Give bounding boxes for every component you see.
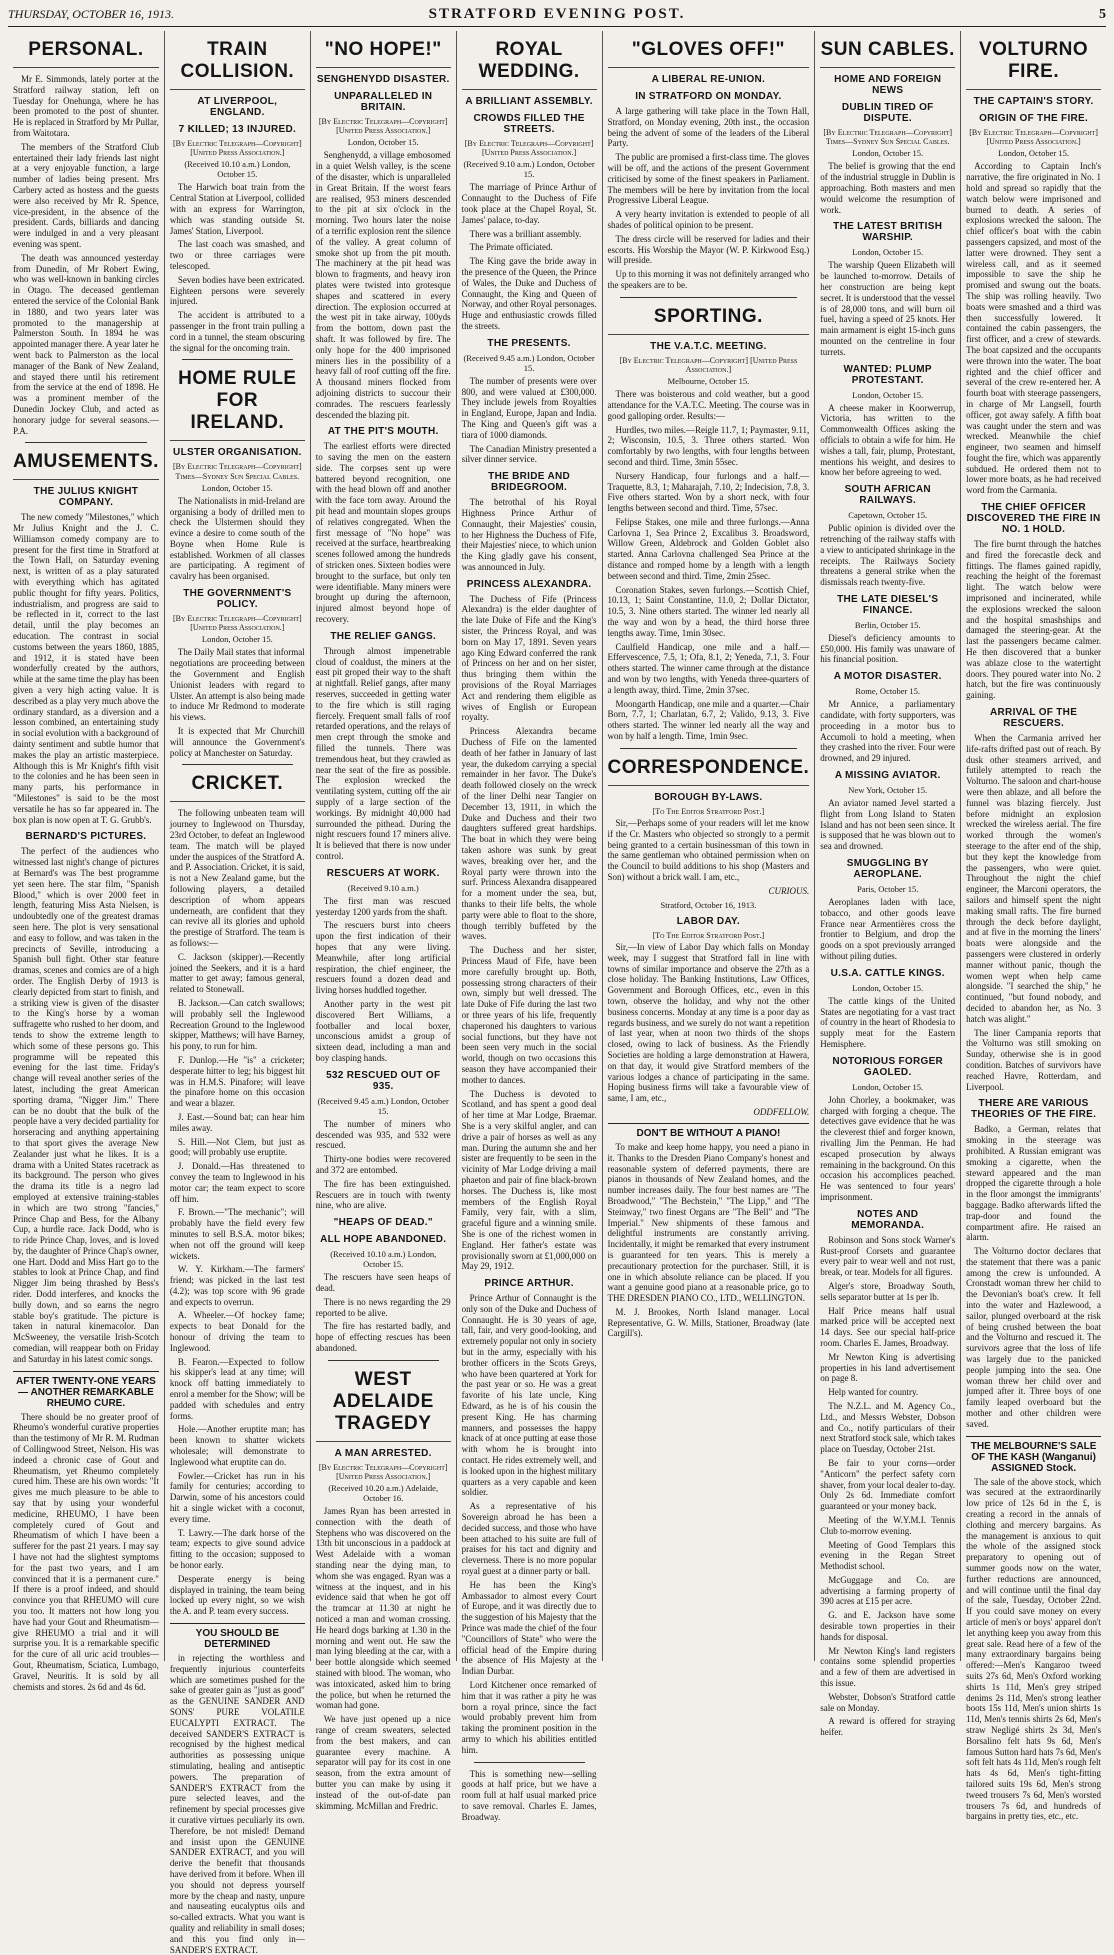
article-paragraph: John Chorley, a bookmaker, was charged with forging a cheque. The detectives gave evidence that he was the cleverest thief and forger known, rivalling Jim the Penman. He had escaped prosecution by always remaining in the background. On this occasion his accomplices peached. He was sentenced to four years' imprisonment. [820, 1094, 956, 1202]
byline: [By Electric Telegraph—Copyright] [United Press Association.] [318, 117, 448, 136]
section-headline: CRICKET. [170, 773, 305, 802]
section-headline: AMUSEMENTS. [13, 451, 159, 480]
article-paragraph: Nursery Handicap, four furlongs and a half.—Traquette, 8.3, 1; Maharajah, 7.10, 2; Indecision, 7.8, 3. Five others started. Won by a short neck, with four lengths between second and third. Time, 57sec. [607, 470, 810, 514]
article-paragraph: J. East.—Sound bat; can hear him miles away. [169, 1111, 305, 1133]
column-headline: VOLTURNO FIRE. [966, 39, 1101, 90]
article-paragraph: Senghenydd, a village embosomed in a quiet Welsh valley, is the scene of the disaster, which is unparalleled in Great Britain. If the worst fears are realised, 953 miners descended to the pit at six o'clock in the morning. Two hours later the noise of a terrific explosion rent the silence of the valley. A great column of smoke shot up from the pit mouth. The machinery at the pit head was blown to fragments, and heavy iron plates were twisted into grotesque shapes and scattered in every direction. The explosion occurred at the west pit in take airway, 100yds from the bottom, down past the shaft. It was followed by fire. The only hope for the 400 imprisoned miners lies in the possibility of a heavy fall of roof cutting off the fire. A thousand miners flocked from adjoining districts to succour their comrades. The rescuers fearlessly descended the blazing pit. [315, 150, 451, 420]
article-paragraph: The death was announced yesterday from Dunedin, of Mr Robert Ewing, who was well-known in banking circles in Otago. The deceased gentleman entered the service of the Colonial Bank in 1880, and two years later was promoted to the managership at Palmerston South. In 1894 he was appointed manager there. A year later he went back to Palmerston as the local manager of the Bank of New Zealand, and stayed there until his retirement from the service at the end of 1898. He was a prominent member of the Dunedin Jockey Club, and acted as honorary judge for several seasons.—P.A. [13, 252, 159, 436]
dateline: Melbourne, October 15. [667, 376, 750, 387]
article-paragraph: There was boisterous and cold weather, but a good attendance for the V.A.T.C. Meeting. The course was in good galloping order. Results:— [607, 389, 810, 421]
dateline: London, October 15. [347, 137, 419, 148]
article-paragraph: The Volturno doctor declares that the statement that there was a panic among the crew is unfounded. A Cronstadt woman threw her child to the Devonian's boat's crew. It fell into the water and Hazlewood, a sailor, plunged overboard at the risk of being crushed between the boat and the Volturno and rescued it. The survivors agree that the loss of life was largely due to the panicked people jumping into the sea. One woman threw her child over and jumped after it. Three boys of one family leaped overboard but the mother and other children were saved. [966, 1246, 1102, 1429]
article-paragraph: Lord Kitchener once remarked of him that it was rather a pity he was born a royal prince, since the fact would probably prevent him from taking the prominent position in the army to which his abilities entitled him. [461, 1679, 597, 1755]
article-paragraph: The members of the Stratford Club entertained their lady friends last night at a very enjoyable function, a large number of ladies being present. Mrs Carbery acted as hostess and the guests were also received by Mr R. Spence, vice-president, in the absence of the president. Cards, billiards and dancing were indulged in and a very pleasant evening was spent. [13, 141, 159, 249]
dateline: (Received 9.10 a.m.) London, October 15. [463, 159, 595, 180]
article-paragraph: The Canadian Ministry presented a silver dinner service. [461, 443, 597, 465]
article-paragraph: The earliest efforts were directed to saving the men on the eastern side. The corpses sent up were battered beyond recognition, one with the head blown off and another with the face torn away. Around the pit head and mountain slopes groups of relatives congregated. When the first message of "No hope" was received at the surface, heartbreaking scenes followed among the hundreds of stricken ones. Sixteen bodies were brought to the surface, but only ten were identifiable. Many miners were brought up during the afternoon, injured almost beyond hope of recovery. [315, 441, 451, 625]
page-number: 5 [1098, 7, 1106, 22]
column-headline: TRAIN COLLISION. [170, 39, 305, 90]
article-paragraph: There is no news regarding the 29 reported to be alive. [315, 1296, 451, 1318]
sub-headline: THE LATEST BRITISH WARSHIP. [833, 221, 943, 244]
dateline: Stratford, October 16, 1913. [660, 899, 757, 910]
article-paragraph: When the Carmania arrived her life-rafts drifted past out of reach. By dusk other steamers arrived, and futilely attempted to reach the Volturno. The saloon and chart-house were then ablaze, and all before the funnel was blazing fiercely. Just before midnight an explosion wrecked the wireless aerial. The fire worked through the women's steerage to the after end of the ship, but they kept the knowledge from the passengers, who were quiet. Throughout the night the chief engineer, the Marconi operators, the sailors and himself spent the night making small rafts. The fire burned through the deck before daylight, and at five in the morning the liners' boats were alongside and the passengers were clustered in orderly manner without panic, though the women wept when help came alongside. "I searched the ship," he continued, "but found nobody, and decided to abandon her, as No. 3 hatch was alight." [966, 733, 1102, 1024]
divider [620, 748, 798, 749]
article-paragraph: Badko, a German, relates that smoking in the steerage was prohibited. A Russian emigrant was smoking a cigarette, when the steward appeared and the man dropped the cigarette through a hole in the floor amongst the immigrants' baggage. Badko afterwards lifted the trap-door and found the compartment afire. He raised an alarm. [966, 1124, 1102, 1243]
article-paragraph: The number of miners who descended was 935, and 532 were rescued. [315, 1118, 451, 1151]
sub-headline: NOTORIOUS FORGER GAOLED. [832, 1055, 944, 1078]
sub-headline: THE JULIUS KNIGHT COMPANY. [33, 486, 139, 509]
advertisement-heading: THE MELBOURNE'S SALE OF THE KASH (Wanganui) ASSIGNED Stock. [966, 1436, 1101, 1474]
dateline: London, October 15. [998, 148, 1069, 159]
column-3 [311, 31, 457, 1811]
article-paragraph: To make and keep home happy, you need a piano in it. Thanks to the Dresden Piano Company's honest and reasonable system of deferred payments, there are pianos in thousands of New Zealand homes, and the number increases daily. The four best names are "The Broadwood," "The Bechstein," "The Lipp," and "The Steinway," two finest Organs are "The Bell" and "The Imperial." New shipments of these famous and delightful instruments are constantly arriving. Incidentally, it might be remarked that every instrument is guaranteed for ten years. This is merely a precautionary protection for the purchaser. Still, it is one in which absolute reliance can be placed. If you want a genuine good piano at a reasonable price, go to THE DRESDEN PIANO CO., LTD., WELLINGTON. [607, 1141, 810, 1304]
column-headline: SUN CABLES. [820, 39, 955, 68]
divider [25, 442, 147, 443]
divider [182, 764, 293, 765]
article-paragraph: Another party in the west pit discovered Bert Williams, a footballer and local boxer, unconscious amidst a group of sixteen dead, including a man and boy clasping hands. [315, 998, 451, 1063]
article-paragraph: B. Jackson.—Can catch swallows; will probably sell the Inglewood Recreation Ground to the Inglewood skipper, Matthews; will have Barney, his pony, to run for him. [169, 997, 305, 1052]
article-paragraph: Thirty-one bodies were recovered and 372 are entombed. [315, 1154, 451, 1175]
byline: [To The Editor Stratford Post.] [652, 930, 765, 940]
advertisement-heading: DON'T BE WITHOUT A PIANO! [608, 1123, 810, 1139]
byline: [By Electric Telegraph—Copyright] [United Press Association.] [318, 1462, 448, 1481]
article-paragraph: McGuggage and Co. are advertising a farming property of 390 acres at £15 per acre. [820, 1574, 956, 1607]
columns [8, 31, 1106, 1955]
sub-headline: U.S.A. CATTLE KINGS. [830, 967, 945, 979]
article-paragraph: Princess Alexandra became Duchess of Fife on the lamented death of her father in January of last year, the dukedom carrying a special remainder in her favor. The Duke's death followed closely on the wreck of the liner Delhi near Tangier on December 13, 1911, in which the Duke and Duchess and their two daughters suffered great hardships. The boat in which they were being taken ashore was sunk by great waves, breaking over her, and the Royal party were thrown into the surf. Princess Alexandra disappeared for a moment under the sea, but, thanks to their life belts, the whole party were able to float to the shore, though terribly buffeted by the waves. [461, 726, 597, 942]
column-1 [8, 31, 165, 1692]
article-paragraph: The new comedy "Milestones," which Mr Julius Knight and the J. C. Williamson comedy company are to present for the first time in Stratford at the Town Hall, on Saturday evening next, is written of as a play saturated with everything which has agitated public thought for fifty years. Politics, industrialism, and progress are said to be reflected in it, correct to the last detail, until the play becomes an education. The contrast in social customs between the years 1860, 1885, and 1912, it is stated have been wonderfully created by the authors, while at the same time the play has been given a very high acting value. It is described as a play very much above the ordinary standard, as a diversion and a lesson combined, an entertaining study in social evolution with a background of dainty sentiment and subtle humor that makes the play an artistic masterpiece. Although this is Mr Knight's fifth visit to the colonies and he has been seen in many parts, his performance in "Milestones" is said to be the most versatile he has so far appeared in. The box plan is now open at T. G. Grubb's. [13, 512, 159, 825]
article-paragraph: It is expected that Mr Churchill will announce the Government's policy at Manchester on Saturday. [169, 726, 305, 758]
column-5 [603, 31, 816, 1661]
article-paragraph: Hurdles, two miles.—Reigle 11.7, 1; Paymaster, 9.11, 2; Wisconsin, 10.5, 3. Three others started. Won comfortably by two lengths, with four lengths between second and third. Time, 3min 55sec. [607, 424, 810, 467]
dateline: Paris, October 15. [857, 884, 919, 895]
article-paragraph: J. Donald.—Has threatened to convey the team to Inglewood in his motor car; the team expect to score off him. [169, 1161, 305, 1204]
dateline: London, October 15. [852, 389, 924, 400]
sub-headline: A MAN ARRESTED. [334, 1447, 432, 1459]
advertisement-heading: AFTER TWENTY-ONE YEARS— ANOTHER REMARKABLE RHEUMO CURE. [13, 1371, 159, 1409]
dateline: London, October 15. [852, 1081, 924, 1092]
article-paragraph: The Duchess of Fife (Princess Alexandra) is the elder daughter of the late Duke of Fife and the King's sister, the Princess Royal, and was born on May 17, 1891. Seven years ago King Edward conferred the rank of Princess on her and on her sister, thus bringing them within the provisions of the Royal Marriages Act and rendering them eligible as wives of English or European royalty. [461, 593, 597, 723]
sub-headline: THE PRESENTS. [487, 337, 571, 349]
column-headline: "NO HOPE!" [316, 39, 451, 68]
article-paragraph: The fire burnt through the hatches and fired the forecastle deck and fittings. The flames gained rapidly, reaching the height of the foremast light. The watch below were imprisoned and incinerated, while the explosions wrecked the saloon and the hospital smashships and damaged the steering-gear. At the last the passengers became calmer. He then discovered that a bunker was ablaze close to the watertight doors. They poured water into No. 2 hatch, but the fire was continuously gaining. [966, 539, 1102, 701]
article-paragraph: The Primate officiated. [469, 242, 553, 253]
sub-headline: THE LATE DIESEL'S FINANCE. [837, 593, 939, 616]
divider [328, 1360, 439, 1361]
article-paragraph: An aviator named Jevel started a flight from Long Island to Staten Island and has not been seen since. It is supposed that he was blown out to sea and drowned. [820, 798, 956, 852]
sub-headline: A LIBERAL RE-UNION. [651, 74, 766, 85]
sub-headline: 532 RESCUED OUT OF 935. [326, 1069, 441, 1092]
sub-headline: BOROUGH BY-LAWS. [654, 791, 763, 803]
sub-headline: 7 KILLED; 13 INJURED. [178, 124, 297, 135]
article-paragraph: He has been the King's Ambassador to almost every Court of Europe, and it was directly due to the suggestion of his Majesty that the Prince was made the chief of the four "Councillors of State" who were the official head of the Empire during the absence of His Majesty at the Indian Durbar. [461, 1579, 597, 1677]
divider [182, 359, 293, 360]
sub-headline: THE GOVERNMENT'S POLICY. [183, 588, 292, 611]
newspaper-title: STRATFORD EVENING POST. [428, 6, 686, 22]
article-paragraph: The first man was rescued yesterday 1200 yards from the shaft. [315, 895, 451, 917]
article-paragraph: Public opinion is divided over the retrenching of the railway staffs with a view to anticipated shrinkage in the receipts. The Railways Society threatens a general strike when the dismissals reach twenty-five. [820, 523, 956, 588]
byline: [To The Editor Stratford Post.] [652, 806, 765, 816]
article-paragraph: The betrothal of his Royal Highness Prince Arthur of Connaught, their Majesties' cousin, to her Highness the Duchess of Fife, their Majesties' niece, to which union the King gladly gave his consent, was announced in July. [461, 497, 597, 572]
sub-headline: THE RELIEF GANGS. [330, 630, 437, 642]
article-paragraph: M. J. Brookes, North Island manager. Local Representative, G. W. Mills, Stationer, Broadway (late Cargill's). [607, 1306, 810, 1339]
article-paragraph: A very hearty invitation is extended to people of all shades of political opinion to be present. [607, 209, 810, 230]
article-paragraph: Half Price means half usual marked price will be accepted next 14 days. See our special half-price room. Charles E. James, Broadway. [820, 1305, 956, 1348]
article-paragraph: Prince Arthur of Connaught is the only son of the Duke and Duchess of Connaught. He is 30 years of age, tall, fair, and very good-looking, and extremely popular not only in society but in the army, especially with his brother officers in the Scots Greys, who have been quartered at York for the past year or so. He was a great favorite of his late uncle, King Edward, as he is of his cousin the present King. He has charming manners, and possesses the happy knack of at once putting at ease those with whom he is brought into contact. He rides extremely well, and is looked upon in the highest military quarters as a very capable and keen soldier. [461, 1293, 597, 1498]
article-paragraph: The Nationalists in mid-Ireland are organising a body of drilled men to check the Ulstermen should they evince a desire to come south of the Boyne when Home Rule is established. Workmen of all classes are participating. A regiment of cavalry has been organised. [169, 495, 305, 582]
dateline: (Received 10.10 a.m.) London, October 15. [330, 1249, 437, 1270]
article-paragraph: Meeting of the W.Y.M.I. Tennis Club to-morrow evening. [820, 1514, 956, 1536]
sub-headline: THE CHIEF OFFICER DISCOVERED THE FIRE IN NO. 1 HOLD. [966, 502, 1101, 536]
article-paragraph: The marriage of Prince Arthur of Connaught to the Duchess of Fife took place at the Chapel Royal, St. James' palace, to-day. [461, 182, 597, 225]
article-paragraph: The fire has restarted badly, and hope of effecting rescues has been abandoned. [315, 1321, 451, 1353]
section-headline: SPORTING. [608, 306, 810, 335]
article-paragraph: G. and E. Jackson have some desirable town properties in their hands for disposal. [820, 1610, 956, 1642]
column-2 [165, 31, 311, 1955]
sub-headline: SMUGGLING BY AEROPLANE. [846, 858, 929, 881]
article-paragraph: Felipse Stakes, one mile and three furlongs.—Anna Carlovna 1, Sea Prince 2, Excalibus 3. Broadsword, Willow Green, Aldebrock and Golden Goblet also started. Anna Carlovna challenged Sea Prince at the distance and romped home by a length with a length between second and third. Time, 2min 25sec. [607, 516, 810, 581]
article-paragraph: Desperate energy is being displayed in training, the team being locked up every night, so we wish the A. and P. team every success. [169, 1573, 305, 1617]
article-paragraph: Up to this morning it was not definitely arranged who the speakers are to be. [607, 269, 810, 290]
article-paragraph: S. Hill.—Not Clem, but just as good; will probably use eruptite. [169, 1136, 305, 1158]
sub-headline: ALL HOPE ABANDONED. [320, 1234, 447, 1246]
article-paragraph: The rescuers burst into cheers upon the first indication of their hopes that any were living. Meanwhile, after long artificial respiration, the chief engineer, the rescuers found a dozen dead and living horses huddled together. [315, 920, 451, 996]
article-paragraph: A reward is offered for straying heifer. [820, 1716, 956, 1738]
sub-headline: UNPARALLELED IN BRITAIN. [334, 91, 433, 113]
divider [474, 1762, 585, 1763]
article-paragraph: T. Lawry.—The dark horse of the team; expects to give sound advice fitting to the occasion; supposed to be honor early. [169, 1527, 305, 1571]
column-4 [457, 31, 603, 1822]
sub-headline: LABOR DAY. [676, 915, 740, 927]
article-paragraph: James Ryan has been arrested in connection with the death of Stephens who was discovered on the 13th bit unconscious in a paddock at West Adelaide with a woman standing near the dying man, to whom she was engaged. Ryan was a witness at the inquest, and in his evidence said that when he got off the tramcar at 11.30 at night he noticed a man and woman crossing. He heard dogs barking at 1.30 in the morning and went out. He saw the man lying bleeding at the car, with a beer bottle alongside which seemed stained with blood. The woman, who was intoxicated, asked him to bring the police, but when he returned the woman had gone. [315, 1506, 451, 1711]
column-headline: ROYAL WEDDING. [462, 39, 597, 90]
dateline: London, October 15. [201, 634, 273, 645]
sub-headline: SENGHENYDD DISASTER. [316, 74, 450, 85]
sub-headline: A BRILLIANT ASSEMBLY. [465, 96, 593, 107]
byline: [By Electric Telegraph—Copyright] [United Press Association.] [969, 128, 1098, 147]
sub-headline: AT THE PIT'S MOUTH. [327, 426, 439, 438]
article-paragraph: Mr E. Simmonds, lately porter at the Stratford railway station, left on Tuesday for Onehunga, where he has been promoted to the post of shunter. He is replaced in Stratford by Mr Pullar, from Waitotara. [13, 74, 159, 138]
issue-date: THURSDAY, OCTOBER 16, 1913. [8, 7, 175, 21]
article-paragraph: Moongarth Handicap, one mile and a quarter.—Chair Born, 7.7, 1; Charlatan, 6.7, 2; Valido, 9.13, 3. Five others started. The winner led nearly all the way and won by half a length. Time, 1min 9sec. [607, 698, 810, 742]
article-paragraph: A. Wheeler.—Of hockey fame; expects to beat Donald for the honour of driving the team to Inglewood. [169, 1310, 305, 1353]
article-paragraph: Diesel's deficiency amounts to £50,000. His family was unaware of his financial position. [820, 632, 956, 665]
article-paragraph: The Harwich boat train from the Central Station at Liverpool, collided with an express for Warrington, which was standing outside St. James' Station, Liverpool. [169, 182, 305, 236]
dateline: (Received 10.20 a.m.) Adelaide, October 16. [328, 1483, 439, 1504]
article-paragraph: According to Captain Inch's narrative, the fire originated in No. 1 hold and spread so rapidly that the watch below were imprisoned and burned to death. A series of explosions wrecked the saloon. The chief officer's boat with the cabin passengers capsized, and most of the latter were drowned. They sent a wireless call, and as it seemed impossible to save the ship he promised and swung out the boats. The ship was rolling heavily. Two boats were smashed and a third was then successfully lowered. It contained the cabin passengers, the first officer, and a crew of stewards. The boat capsized and the occupants were thrown into the water. The boat righted and the chief officer and several of the crew re-entered her. A fourth boat with steerage passengers, in charge of Mr Langsell, fourth officer, got away safely. A fifth boat was caught under the stern and was wrecked. Meanwhile the chief engineer, two seamen and himself fought the fire, which was apparently subdued. He ordered them not to lower more boats, as he had received word from the Carmania. [966, 161, 1102, 496]
sub-headline: ORIGIN OF THE FIRE. [979, 113, 1089, 124]
dateline: London, October 15. [201, 482, 273, 493]
divider [620, 297, 798, 298]
section-headline: WEST ADELAIDE TRAGEDY [316, 1369, 451, 1442]
byline: [By Electric Telegraph—Copyright] [United Press Association.] [173, 139, 302, 158]
byline: [By Electric Telegraph—Copyright] Times—Sydney Sun Special Cables. [823, 128, 953, 147]
article-paragraph: We have just opened up a nice range of cream sweaters, selected from the best makers, and can guarantee every machine. A separator will pay for its cost in one season, from the extra amount of butter you can make by using it instead of the out-of-date pan skimming. McMillan and Fredric. [315, 1714, 451, 1811]
article-paragraph: The number of presents were over 800, and were valued at £300,000. They include jewels from Royalties in England, Europe, Japan and India. The King and Queen's gift was a tiara of 1000 diamonds. [461, 375, 597, 440]
article-paragraph: W. Y. Kirkham.—The farmers' friend; was picked in the last test (4.2); was top score with 96 grade and expects to overrun. [169, 1264, 305, 1307]
masthead [8, 6, 1106, 27]
article-paragraph: Caulfield Handicap, one mile and a half.—Effervescence, 7.5, 1; Ofa, 8.1, 2; Yeneda, 7.1, 3. Four others started. The winner came through at the distance and won by two lengths, with Yeneda three-quarters of a length away, third. Time, 2min 37sec. [607, 641, 810, 695]
dateline: (Received 9.45 a.m.) London, October 15. [463, 352, 595, 373]
article-paragraph: Coronation Stakes, seven furlongs.—Scottish Chief, 10.13, 1; Saint Constantine, 11.0, 2; Dollar Dictator, 10.5, 3. Nine others started. The winner led nearly all the way and won by a head, the third horse three lengths away. Time, 1min 30sec. [607, 584, 810, 638]
article-paragraph: The cattle kings of the United States are negotiating for a vast tract of country in the heart of Rhodesia to supply meat for the Eastern Hemisphere. [820, 995, 956, 1050]
article-paragraph: This is something new—selling goods at half price, but we have a room full at half usual marked price to save removal. Charles E. James, Broadway. [461, 1768, 597, 1822]
sub-headline: THE BRIDE AND BRIDEGROOM. [488, 471, 571, 494]
column-6 [815, 31, 961, 1738]
dateline: London, October 15. [852, 247, 924, 258]
article-paragraph: The fire has been extinguished. Rescuers are in touch with twenty nine, who are alive. [315, 1178, 451, 1211]
dateline: Rome, October 15. [855, 686, 921, 697]
article-paragraph: The liner Campania reports that the Volturno was still smoking on Sunday, otherwise she is in good condition. Batches of survivors have reached Havre, Rotterdam, and Liverpool. [966, 1027, 1102, 1092]
article-paragraph: in rejecting the worthless and frequently injurious counterfeits which are sometimes pushed for the sake of greater gain as "just as good" as the GENUINE SANDER AND SONS' PURE VOLATILE EUCALYPTI EXTRACT. The deceived SANDER'S EXTRACT is recognised by the highest medical authorities as possessing unique stimulating, healing and antiseptic powers. The preparation of SANDER'S EXTRACT from the pure selected leaves, and the refinement by special processes give it curative virtues peculiarly its own. Therefore, be not misled! Demand and insist upon the GENUINE SANDER EXTRACT, and you will derive the benefit that thousands have derived from it before. When ill you should not depress yourself more by the cheap and nasty, unpure and nauseating eucalyptus oils and so-called extracts. What you want is quality and reliability in small doses; and this you find only in— SANDER'S EXTRACT. [169, 1653, 305, 1955]
article-paragraph: There was a brilliant assembly. [469, 228, 582, 239]
article-paragraph: Sir,—Perhaps some of your readers will let me know if the Cr. Masters who objected so strongly to a permit being granted to a certain businessman of this town in the same gentleman who obtained permission when on the Council to build additions to his shop (Masters and Son) without a brick wall. I am, etc., [607, 818, 810, 882]
column-7 [961, 31, 1106, 1822]
article-paragraph: The public are promised a first-class time. The gloves will be off, and the actions of the present Government criticised by some of the finest speakers in Parliament. The members will be here by invitation from the local Progressive Liberal League. [607, 152, 810, 206]
article-paragraph: The King gave the bride away in the presence of the Queen, the Prince of Wales, the Duke and Duchess of Connaught, the King and Queen of Norway, and other Royal personages. Huge and enthusiastic crowds filled the streets. [461, 256, 597, 331]
sub-headline: THE CAPTAIN'S STORY. [973, 96, 1094, 107]
byline: [By Electric Telegraph—Copyright] [United Press Association.] [173, 614, 302, 633]
dateline: Berlin, October 15. [854, 619, 921, 630]
article-paragraph: The accident is attributed to a passenger in the front train pulling a cord in a tunnel, the steam obscuring the signal for the oncoming train. [169, 310, 305, 353]
article-paragraph: The perfect of the audiences who witnessed last night's change of pictures at Bernard's was The best programme yet seen here. The star film, "Spanish Blood," which is over 2000 feet in length, featuring Miss Asta Nielsen, is undoubtedly one of the greatest dramas seen here. The plot is very sensational and easy to follow, and was taken in the precincts of Seville, introducing a Spanish bull fight. Other star feature dramas, scenes and comics are of a high order. The English Derby of 1913 is clearly depicted from start to finish, and a striking view is given of the disaster to the King's horse by a woman suffragette who rushed to her doom, and tends to show the extreme length to which some of these persons go. This programme will be repeated this evening for the last time. Friday's change will reveal another series of the latest, including the great American sporting drama, "Nigger Jim." There can be no doubt that the bulk of the people have a very decided partiality for horseracing and anything appertaining to that sport gives the average New Zealander just what he likes. It is a drama with a United States racetrack as its background. The person who gives the drama its title is a negro lad employed at extensive training-stables in which are two strong "fancies," Prince Chap and Bess, for the Albany Cup, a hurdle race. Jack Dodd, who is to ride Prince Chap, loves, and is loved by, the daughter of Prince Chap's owner, one Hart. Dodd and Miss Hart go to the stables to look at Prince Chap, and find Nigger Jim being thrashed by Bess's rider. Dodd interferes, and knocks the bully down, and so earns the negro stable boy's gratitude. The picture is taken in natural kinemacolor. Dan McSweeney, the versatile Irish-Scotch comedian, will reappear both on Friday and Saturday in his latest comic songs. [13, 846, 159, 1364]
sub-headline: AT LIVERPOOL, ENGLAND. [197, 96, 278, 118]
sub-headline: RESCUERS AT WORK. [326, 867, 440, 879]
sub-headline: HOME AND FOREIGN NEWS [834, 74, 942, 96]
sub-headline: THERE ARE VARIOUS THEORIES OF THE FIRE. [970, 1098, 1097, 1121]
article-paragraph: Mr Newton King is advertising properties in his land advertisement on page 8. [820, 1351, 956, 1384]
letter-signature: ODDFELLOW. [753, 1106, 810, 1117]
article-paragraph: Aeroplanes laden with lace, tobacco, and other goods leave France near Armentières cross the frontier to Belgium, and drop the goods on a spot previously arranged without piling duties. [820, 897, 956, 962]
dateline: (Received 10.10 a.m.) London, October 15. [184, 159, 291, 180]
article-paragraph: The belief is growing that the end of the industrial struggle in Dublin is approaching. Both masters and men would welcome the resumption of work. [820, 161, 956, 215]
article-paragraph: The Daily Mail states that informal negotiations are proceeding between the Government and English Unionist leaders with regard to Ulster. An attempt is also being made to induce Mr Redmond to moderate his views. [169, 647, 305, 723]
sub-headline: WANTED: PLUMP PROTESTANT. [843, 363, 932, 386]
sub-headline: CROWDS FILLED THE STREETS. [473, 113, 585, 135]
article-paragraph: Through almost impenetrable cloud of coaldust, the miners at the east pit groped their way to the shaft at nightfall. Relief gangs, after many reserves, succeeded in getting water to the fire which is still raging fiercely. Frequent small falls of roof retarded operations, and the relays of men crept through the smoke and filled the tunnels. There was tremendous heat, but they crawled as near the seat of the fire as possible. The explosion wrecked the ventilating system, cutting off the air supply of a large section of the workings. By midnight 40,000 had surrounded the pithead. During the night rescuers found 17 miners alive. It is believed that there is now under control. [315, 645, 451, 861]
dateline: Capetown, October 15. [848, 510, 928, 521]
article-paragraph: Alger's store, Broadway South, sells separator butter at 1s per lb. [820, 1280, 956, 1302]
article-paragraph: A cheese maker in Koorwerrup, Victoria, has written to the Commonwealth Offices asking the officials to obtain a wife for him. He wishes a tall, fair, plump, Protestant, mentions his weight, and desires to know her before agreeing to wed. [820, 402, 956, 478]
article-paragraph: Help wanted for country. [828, 1387, 919, 1398]
article-paragraph: Mr Annice, a parliamentary candidate, with forty supporters, was proceeding in a motor bus to Accumoli to hold a meeting, when they crashed into the river. Four were drowned, and 29 injured. [820, 699, 956, 764]
dateline: London, October 15. [852, 982, 924, 993]
sub-headline: DUBLIN TIRED OF DISPUTE. [841, 102, 934, 124]
sub-headline: SOUTH AFRICAN RAILWAYS. [844, 484, 931, 507]
article-paragraph: The Duchess and her sister, Princess Maud of Fife, have been more carefully brought up. Both, possessing strong characters of their own, simply but well dressed. The late Duke of Fife during the last two or three years of his life, frequently chaperoned his daughters to various social functions, but they have not been seen very much in the social world, though on two occasions this season they have accompanied their mother to dances. [461, 945, 597, 1085]
sub-headline: A MOTOR DISASTER. [833, 671, 942, 683]
dateline: (Received 9.45 a.m.) London, October 15. [317, 1095, 449, 1116]
article-paragraph: Meeting of Good Templars this evening in the Regan Street Methodist school. [820, 1539, 956, 1572]
letter-signature: CURIOUS. [768, 885, 810, 896]
dateline: London, October 15. [852, 148, 924, 159]
article-paragraph: The N.Z.L. and M. Agency Co., Ltd., and Messrs Webster, Dobson and Co., notify particulars of their next Stratford stock sale, which takes place on Tuesday, October 21st. [820, 1400, 956, 1455]
dateline: New York, October 15. [848, 785, 928, 796]
sub-headline: IN STRATFORD ON MONDAY. [635, 91, 782, 102]
article-paragraph: Hole.—Another eruptite man; has been known to shatter wickets wholesale; will demonstrate to Inglewood what eruptite can do. [169, 1424, 305, 1467]
article-paragraph: The following unbeaten team will journey to Inglewood on Thursday, 23rd October, to defeat an Inglewood team. The match will be played under the auspices of the Stratford A. and P. Association. Cricket, it is said, is not a New Zealand game, but the following players, a detailed description of whom appears underneath, are confident that they can revive all its glories and uphold the prestige of Stratford. The team is as follows:— [169, 808, 305, 948]
article-paragraph: The warship Queen Elizabeth will be launched to-morrow. Details of her construction are being kept secret. It is understood that the vessel is of 28,000 tons, and will burn oil fuel, having a speed of 25 knots. Her main armament is eight 15-inch guns mounted on the centreline in four turrets. [820, 260, 956, 357]
sub-headline: ULSTER ORGANISATION. [173, 447, 302, 459]
article-paragraph: Sir,—In view of Labor Day which falls on Monday week, may I suggest that Stratford fall in line with towns of similar importance and observe the 27th as a close holiday. The Banking Institutions, Law Offices, Government and Borough Offices, etc., even in this town, observe the holiday, and why not the other business concerns. Monday at any time is a poor day as regards business, and we surely do not want a repetition of last year, when at noon two thirds of the shops closed, owing to lack of business. As the Friendly Societies are holding a large demonstration at Hawera, on that day, it would give Stratford members of the various lodges a chance of participating in the same. Hoping business firms will take a favourable view of same, I am, etc., [607, 941, 810, 1104]
sub-headline: NOTES AND MEMORANDA. [851, 1208, 925, 1231]
article-paragraph: F. Brown.—"The mechanic"; will probably have the field every few minutes to sell B.S.A. motor bikes; when not off the ground will keep wickets. [169, 1207, 305, 1261]
article-paragraph: F. Dunlop.—He "is" a cricketer; desperate hitter to leg; his biggest hit was in H.M.S. Pinafore; will leave the pinafore home on this occasion and wear a blazer. [169, 1054, 305, 1109]
sub-headline: THE V.A.T.C. MEETING. [650, 340, 767, 352]
byline: [By Electric Telegraph—Copyright] [United Press Association.] [619, 355, 798, 374]
article-paragraph: Be fair to your corns—order "Anticorn" the perfect safety corn shaver, from your local dealer to-day. Only 2s 6d. Immediate comfort guaranteed or your money back. [820, 1457, 956, 1512]
advertisement-heading: YOU SHOULD BE DETERMINED [170, 1623, 305, 1650]
column-headline: "GLOVES OFF!" [608, 39, 810, 68]
article-paragraph: There should be no greater proof of Rheumo's wonderful curative properties than the testimony of Mr R. M. Rudman of Collingwood Street, Nelson. His was indeed a chronic case of Gout and Rheumatism, yet Rheumo completely cured him. These are his own words: "It gives me much pleasure to be able to say that by using your wonderful medicine, RHEUMO, I have been completely cured of Gout and Rheumatism of which I have been a sufferer for the past 21 years. I may say I have not had the slightest symptoms for the past two years, and I am convinced that it is a permanent cure." If there is a proof indeed, and should convince you that RHEUMO will cure you too. It matters not how long you have had your Gout and Rheumatism—give RHEUMO a trial and it will surprise you. It is a remarkable specific for the cure of all uric acid troubles—Gout, Rheumatism, Sciatica, Lumbago, Gravel, Neuritis. It is sold by all chemists and stores. 2s 6d and 4s 6d. [13, 1411, 159, 1692]
article-paragraph: Robinson and Sons stock Warner's Rust-proof Corsets and guarantee every pair to wear well and not rust, break, or tear. Models for all figures. [820, 1234, 956, 1278]
sub-headline: A MISSING AVIATOR. [834, 770, 941, 782]
column-headline: PERSONAL. [13, 39, 159, 68]
article-paragraph: The Duchess is devoted to Scotland, and has spent a good deal of her time at Mar Lodge, Braemar. She is a very skilful angler, and can drive a pair of horses as well as any man. During the autumn she and her sister are frequently to be seen in the vicinity of Mar Lodge driving a mail phaeton and pair of fine black-brown horses. The Duchess is, like most members of the English Royal Family, very fair, with a slim, graceful figure and a winning smile. She is one of the richest women in England. Her father's estate was provisionally sworn at £1,000,000 on May 29, 1912. [461, 1088, 597, 1272]
byline: [By Electric Telegraph—Copyright] [United Press Association.] [464, 139, 594, 158]
article-paragraph: Fowler.—Cricket has run in his family for centuries; according to Darwin, some of his ancestors could hit a single wicket with a coconut, every time. [169, 1470, 305, 1524]
article-paragraph: The sale of the above stock, which was secured at the extraordinarily low price of 12s 6d in the £, is creating a record in the annals of clothing and mercery bargains. As the management is anxious to quit the whole of the assigned stock preparatory to opening out of summer goods now on the water, further reductions are announced, and will continue until the final day of the sale, Tuesday, October 22nd. If you could save money on every article of men's or boys' apparel don't let anything keep you away from this great sale. Read here of a few of the many extraordinary bargains being offered:—Men's Kangaroo tweed suits 27s 6d, Men's Oxford working shirts 1s 11d, Men's grey striped denims 2s 11d, Men's strong leather boots 15s 11d, Men's union shirts 1s 11d, Men's tennis shirts 2s 6d, Men's straw Negligé shirts 2s 3d, Men's Borsalino felt hats 9s 6d, Men's famous Sutton hard hats 7s 6d, Men's soft felt hats 4s 11d, Men's rough felt hats 4s 6d, Men's tight-fitting tailored suits 19s 6d, Men's strong tweed trousers 7s 6d, Men's worsted trousers 7s 6d, and hundreds of bargains in pretty ties, etc., etc. [966, 1476, 1102, 1822]
sub-headline: BERNARD'S PICTURES. [25, 831, 147, 843]
article-paragraph: B. Fearon.—Expected to follow his skipper's lead at any time; will knock off batting immediately to enrol a member for the Show; will be padded with schedules and entry forms. [169, 1356, 305, 1421]
sub-headline: ARRIVAL OF THE RESCUERS. [990, 707, 1078, 730]
section-headline: CORRESPONDENCE. [608, 757, 810, 786]
article-paragraph: C. Jackson (skipper).—Recently joined the Seekers, and it is a hard matter to get away; famous general, related to Stonewall. [169, 951, 305, 995]
sub-headline: "HEAPS OF DEAD." [333, 1217, 433, 1229]
article-paragraph: A large gathering will take place in the Town Hall, Stratford, on Monday evening, 20th inst., the occasion being the advent of some of the leaders of the Liberal Party. [607, 106, 810, 149]
byline: [By Electric Telegraph—Copyright] Times—Sydney Sun Special Cables. [173, 462, 302, 481]
article-paragraph: The rescuers have seen heaps of dead. [315, 1272, 451, 1293]
article-paragraph: Mr Newton King's land registers contains some splendid properties and a few of them are advertised in this issue. [820, 1645, 956, 1689]
article-paragraph: Seven bodies have been extricated. Eighteen persons were severely injured. [169, 274, 305, 307]
section-headline: HOME RULE FOR IRELAND. [170, 368, 305, 441]
sub-headline: PRINCESS ALEXANDRA. [466, 578, 592, 590]
article-paragraph: Webster, Dobson's Stratford cattle sale on Monday. [820, 1691, 956, 1713]
dateline: (Received 9.10 a.m.) [347, 882, 419, 893]
article-paragraph: The dress circle will be reserved for ladies and their escorts. His Worship the Mayor (W. P. Kirkwood Esq.) will preside. [607, 233, 810, 266]
article-paragraph: The last coach was smashed, and two or three carriages were telescoped. [169, 239, 305, 271]
article-paragraph: As a representative of his Sovereign abroad he has been a decided success, and those who have been attached to his suite are full of praises for his tact and dignity and cleverness. There is no more popular royal guest at a dinner party or ball. [461, 1501, 597, 1577]
sub-headline: PRINCE ARTHUR. [484, 1278, 574, 1290]
